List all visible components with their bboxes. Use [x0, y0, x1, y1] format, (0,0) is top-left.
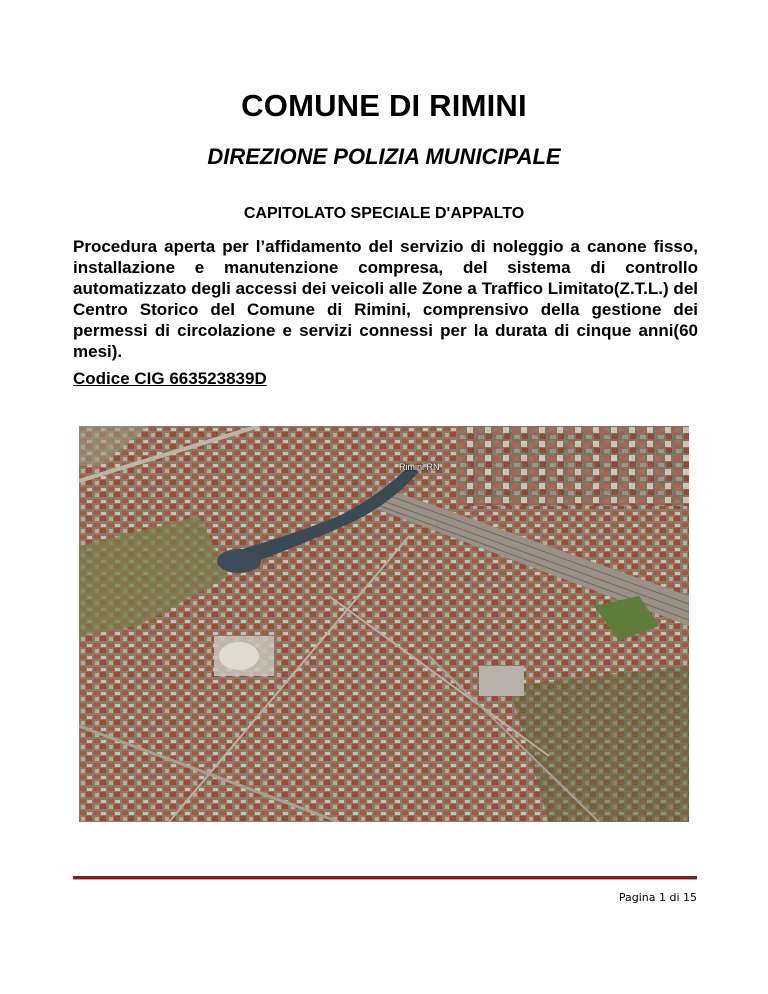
document-title: COMUNE DI RIMINI	[241, 88, 527, 123]
aerial-photo-illustration	[79, 426, 689, 822]
cig-code: Codice CIG 663523839D	[73, 369, 267, 388]
document-type-heading: CAPITOLATO SPECIALE D'APPALTO	[243, 205, 525, 222]
department-subtitle: DIREZIONE POLIZIA MUNICIPALE	[207, 144, 561, 169]
aerial-city-photo	[79, 426, 689, 822]
footer-rule	[73, 876, 697, 880]
page-number: Pagina 1 di 15	[618, 891, 697, 904]
map-place-label: Rimini RN	[399, 462, 440, 472]
procedure-description: Procedura aperta per l’affidamento del servizio di noleggio a canone fisso, installazione e manutenzione compresa, del sistema di controllo automatizzato degli accessi dei veicoli alle Zone a Traffico Limitato(Z.T.L.) del Centro Storico del Comune di Rimini, comprensivo della gestione dei permessi di circolazione e servizi connessi per la durata di cinque anni(60 mesi).	[73, 237, 698, 361]
